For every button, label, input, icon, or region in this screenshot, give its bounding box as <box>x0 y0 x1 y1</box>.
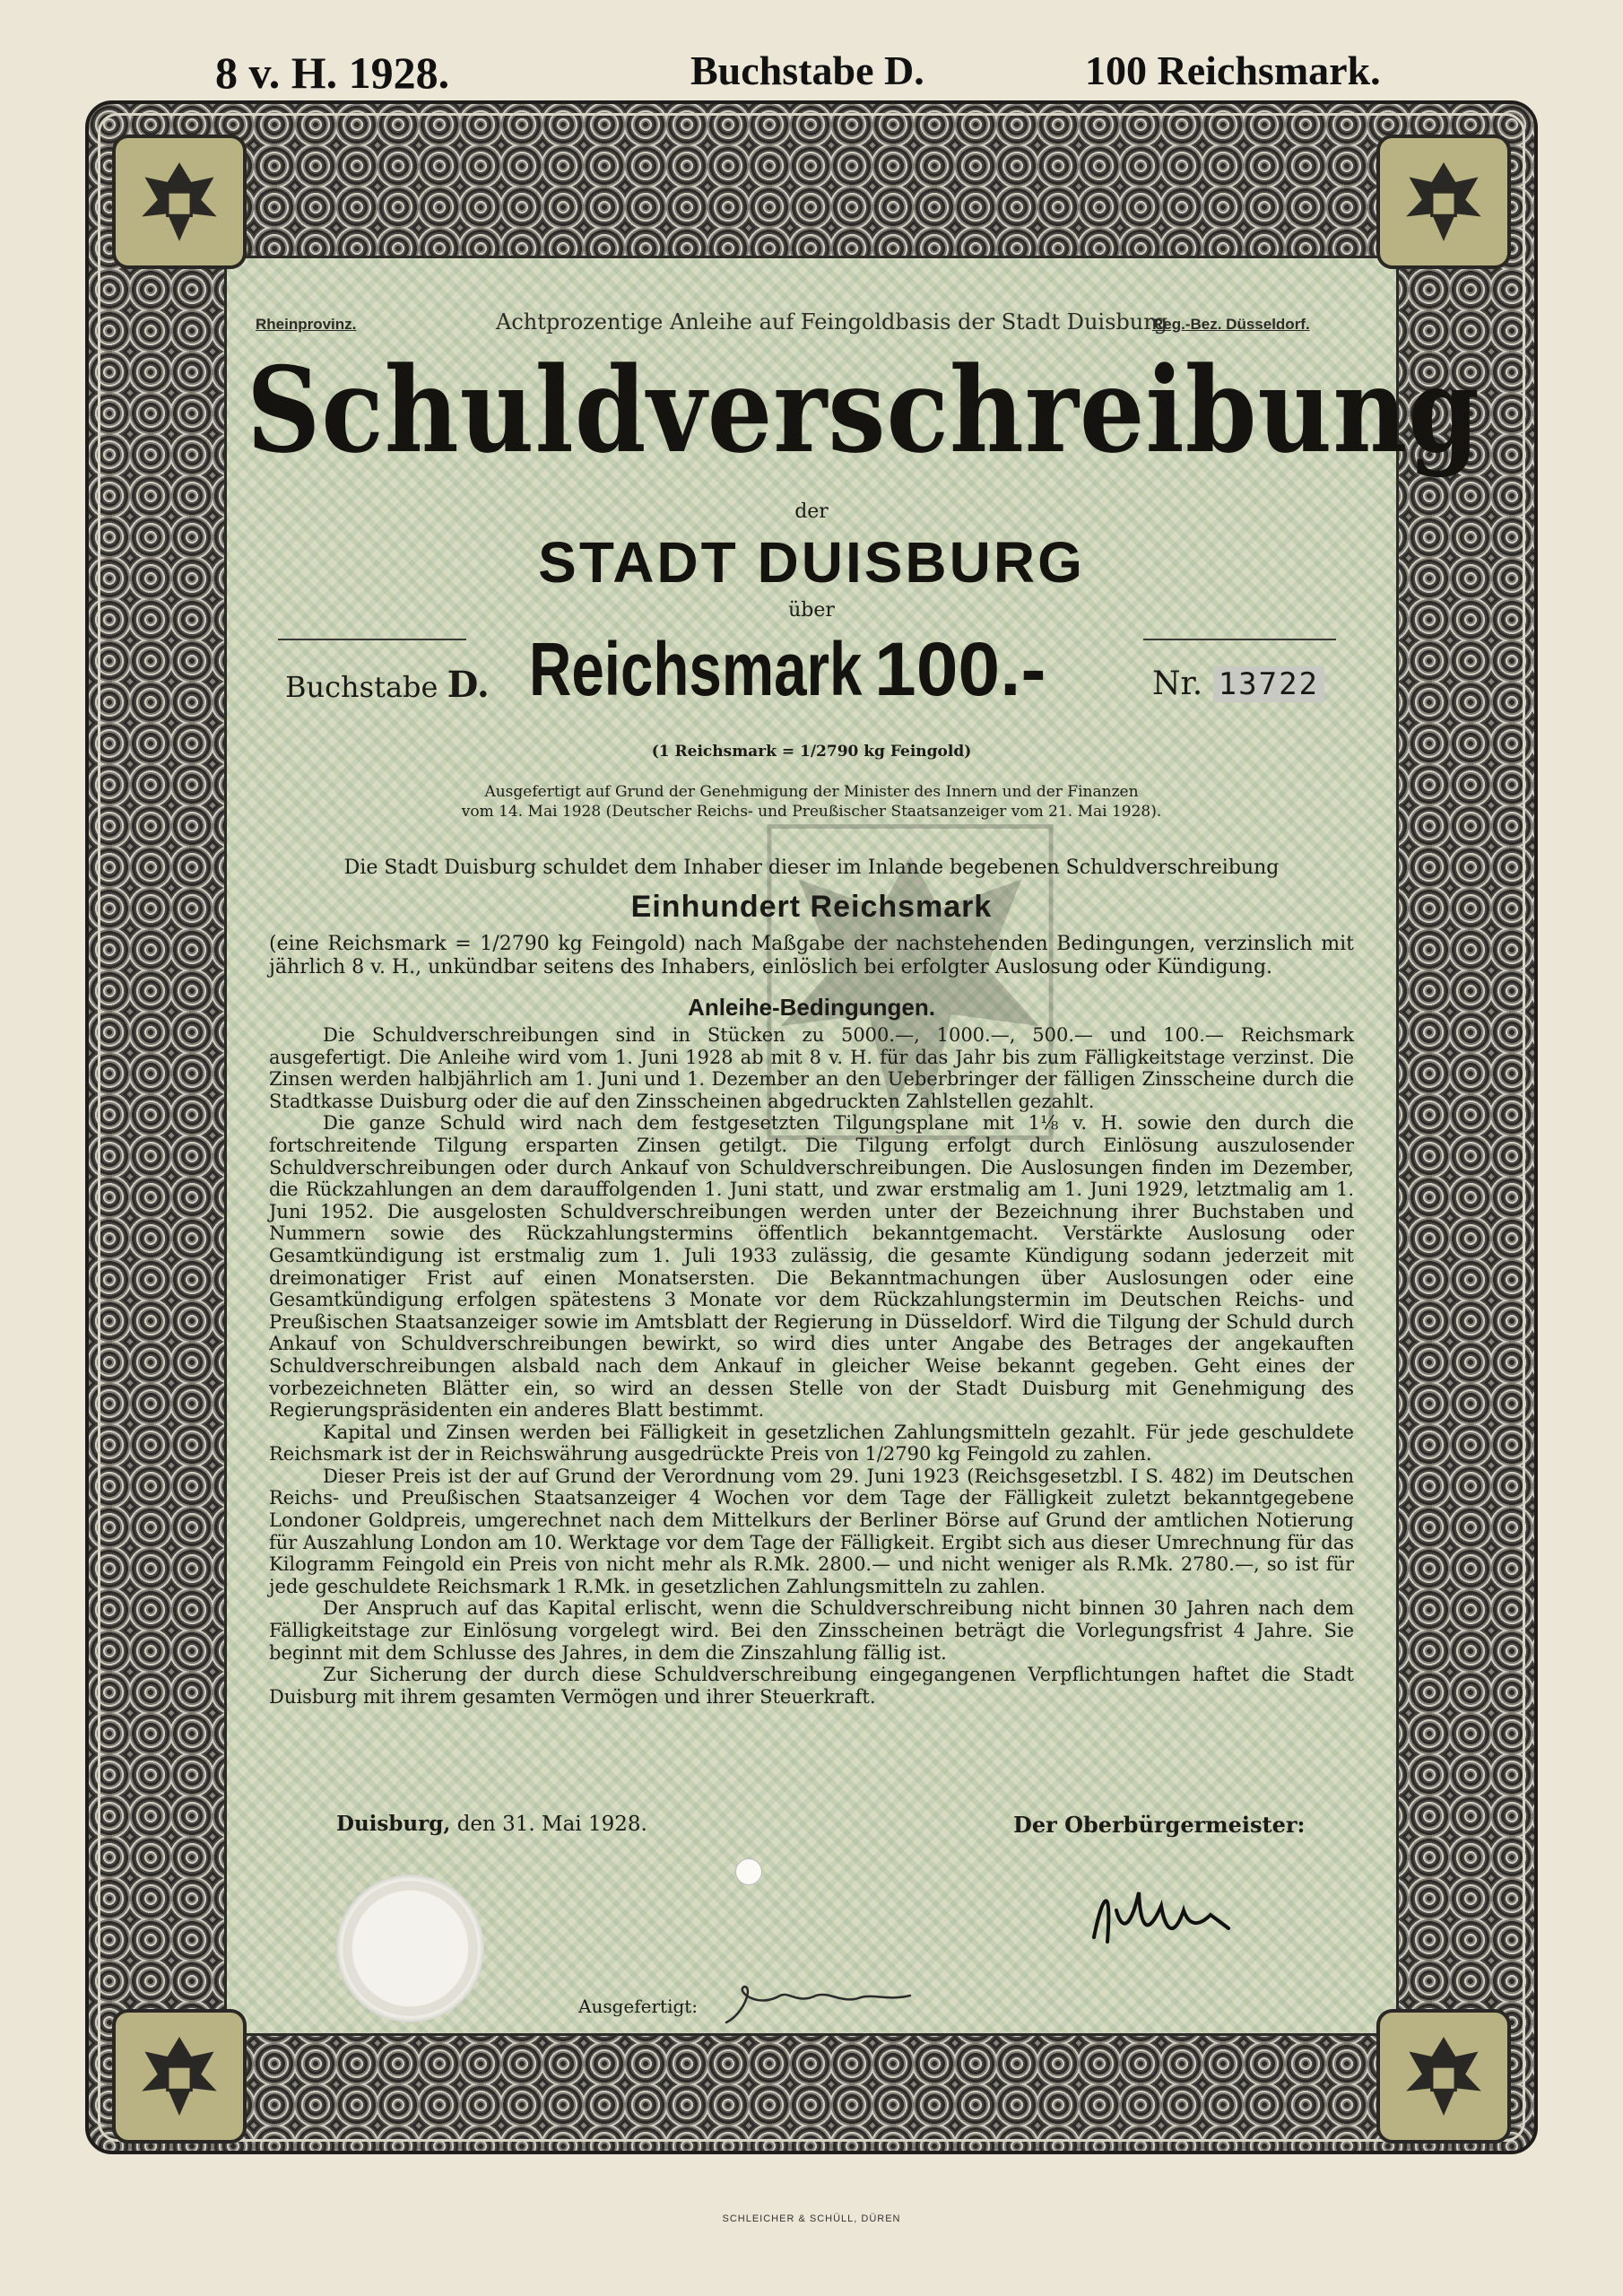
condition-paragraph: Kapital und Zinsen werden bei Fälligkeit in gesetzlichen Zahlungsmitteln gezahlt. Für jede geschuldete Reichsmark ist der in Reichswährung ausgedrückte Preis von 1/2790 kg Feingold zu zahlen. <box>269 1421 1354 1465</box>
authorization-line-2: vom 14. Mai 1928 (Deutscher Reichs- und Preußischer Staatsanzeiger vom 21. Mai 1928). <box>461 803 1162 821</box>
signature-icon <box>717 1969 933 2031</box>
face-value-amount: 100.- <box>874 627 1046 711</box>
series-letter-value: D. <box>447 664 490 706</box>
signature-icon <box>1076 1874 1255 1955</box>
issuer-city: STADT DUISBURG <box>538 530 1085 595</box>
place: Duisburg, <box>336 1812 451 1836</box>
series-letter-label: Buchstabe <box>285 670 438 704</box>
title-ueber: über <box>788 599 835 622</box>
eagle-crest-icon <box>112 135 247 269</box>
serial-number-label: Nr. <box>1152 665 1203 702</box>
debt-statement: Die Stadt Duisburg schuldet dem Inhaber dieser im Inlande begebenen Schuldverschreibung <box>343 857 1280 879</box>
serial-number <box>1152 665 1324 702</box>
eagle-crest-icon <box>112 2009 247 2144</box>
authorization-line-1: Ausgefertigt auf Grund der Genehmigung der Minister des Innern und der Finanzen <box>484 783 1139 801</box>
place-date <box>336 1812 647 1836</box>
document-title: Schuldverschreibung <box>247 340 1480 480</box>
eagle-crest-icon <box>1376 2009 1511 2144</box>
printer-imprint: SCHLEICHER & SCHÜLL, DÜREN <box>722 2213 901 2224</box>
face-value <box>529 626 1046 713</box>
amount-in-words: Einhundert Reichsmark <box>630 890 993 924</box>
issued-label: Ausgefertigt: <box>578 1996 699 2017</box>
face-value-currency: Reichsmark <box>529 627 863 711</box>
serial-number-value: 13722 <box>1213 666 1324 702</box>
header-rate-year: 8 v. H. 1928. <box>215 48 450 98</box>
condition-paragraph: Zur Sicherung der durch diese Schuldverschreibung eingegangenen Verpflichtungen haftet die Stadt Duisburg mit ihrem gesamten Vermögen und ihrer Steuerkraft. <box>269 1664 1354 1708</box>
eagle-crest-icon <box>1376 135 1511 269</box>
authorization <box>377 782 1246 822</box>
conditions-heading: Anleihe-Bedingungen. <box>688 994 935 1021</box>
date: den 31. Mai 1928. <box>456 1813 647 1836</box>
series-letter <box>285 664 490 706</box>
loan-conditions <box>269 1024 1354 1708</box>
cancellation-hole <box>735 1858 762 1885</box>
interest-statement: (eine Reichsmark = 1/2790 kg Feingold) nach Maßgabe der nachstehenden Bedingungen, verzinslich mit jährlich 8 v. H., unkündbar seitens des Inhabers, einlöslich bei erfolgter Auslosung oder Kündigung. <box>269 933 1354 978</box>
header-denomination: 100 Reichsmark. <box>1085 48 1381 93</box>
header-letter: Buchstabe D. <box>690 48 924 93</box>
city-seal-icon <box>336 1874 484 2022</box>
gold-ratio: (1 Reichsmark = 1/2790 kg Feingold) <box>651 743 972 761</box>
title-der: der <box>794 500 829 523</box>
loan-subtitle: Achtprozentige Anleihe auf Feingoldbasis der Stadt Duisburg <box>496 309 1168 335</box>
district-label: Reg.-Bez. Düsseldorf. <box>1152 316 1310 333</box>
condition-paragraph: Der Anspruch auf das Kapital erlischt, wenn die Schuldverschreibung nicht binnen 30 Jahren nach dem Fälligkeitstage zur Einlösung vorgelegt wird. Bei den Zinsscheinen beträgt die Vorlegungsfrist 4 Jahre. Sie beginnt mit dem Schlusse des Jahres, in dem die Zinszahlung fällig ist. <box>269 1597 1354 1664</box>
condition-paragraph: Die Schuldverschreibungen sind in Stücken zu 5000.—, 1000.—, 500.— und 100.— Reichsmark ausgefertigt. Die Anleihe wird vom 1. Juni 1928 ab mit 8 v. H. für das Jahr bis zum Fälligkeitstage verzinst. Die Zinsen werden halbjährlich am 1. Juni und 1. Dezember an den Ueberbringer der fälligen Zinsscheine durch die Stadtkasse Duisburg oder die auf den Zinsscheinen abgedruckten Zahlstellen gezahlt. <box>269 1024 1354 1112</box>
mayor-label: Der Oberbürgermeister: <box>1013 1812 1306 1838</box>
ornament-line-right <box>1143 639 1336 640</box>
province-label: Rheinprovinz. <box>256 316 357 333</box>
condition-paragraph: Dieser Preis ist der auf Grund der Verordnung vom 29. Juni 1923 (Reichsgesetzbl. I S. 482) im Deutschen Reichs- und Preußischen Staatsanzeiger 4 Wochen vor dem Tage der Fälligkeit zuletzt bekanntgegebene Londoner Goldpreis, umgerechnet nach dem Mittelkurs der Berliner Börse auf Grund der amtlichen Notierung für Auszahlung London am 10. Werktage vor dem Tage der Fälligkeit. Ergibt sich aus dieser Umrechnung für das Kilogramm Feingold ein Preis von nicht mehr als R.Mk. 2800.— und nicht weniger als R.Mk. 2780.—, so ist für jede geschuldete Reichsmark 1 R.Mk. in gesetzlichen Zahlungsmitteln zu zahlen. <box>269 1465 1354 1597</box>
condition-paragraph: Die ganze Schuld wird nach dem festgesetzten Tilgungsplane mit 1⅛ v. H. sowie den durch die fortschreitende Tilgung ersparten Zinsen getilgt. Die Tilgung erfolgt durch Einlösung auszulosender Schuldverschreibungen oder durch Ankauf von Schuldverschreibungen. Die Auslosungen finden im Dezember, die Rückzahlungen an dem darauffolgenden 1. Juni statt, und zwar erstmalig am 1. Juni 1929, letztmalig am 1. Juni 1952. Die ausgelosten Schuldverschreibungen werden unter der Bezeichnung ihrer Buchstaben und Nummern sowie des Rückzahlungstermins öffentlich bekanntgemacht. Verstärkte Auslosung oder Gesamtkündigung ist erstmalig zum 1. Juli 1933 zulässig, die gesamte Kündigung sodann jederzeit mit dreimonatiger Frist auf einen Monatsersten. Die Bekanntmachungen über Auslosungen oder eine Gesamtkündigung erfolgen spätestens 3 Monate vor dem Rückzahlungstermin im Deutschen Reichs- und Preußischen Staatsanzeiger sowie im Amtsblatt der Regierung in Düsseldorf. Wird die Tilgung der Schuld durch Ankauf von Schuldverschreibungen bewirkt, so wird dies unter Angabe des Betrages der angekauften Schuldverschreibungen alsbald nach dem Ankauf in gleicher Weise bekannt gegeben. Geht eines der vorbezeichneten Blätter ein, so wird an dessen Stelle von der Stadt Duisburg mit Genehmigung des Regierungspräsidenten ein anderes Blatt bestimmt. <box>269 1112 1354 1422</box>
ornament-line-left <box>278 639 466 640</box>
